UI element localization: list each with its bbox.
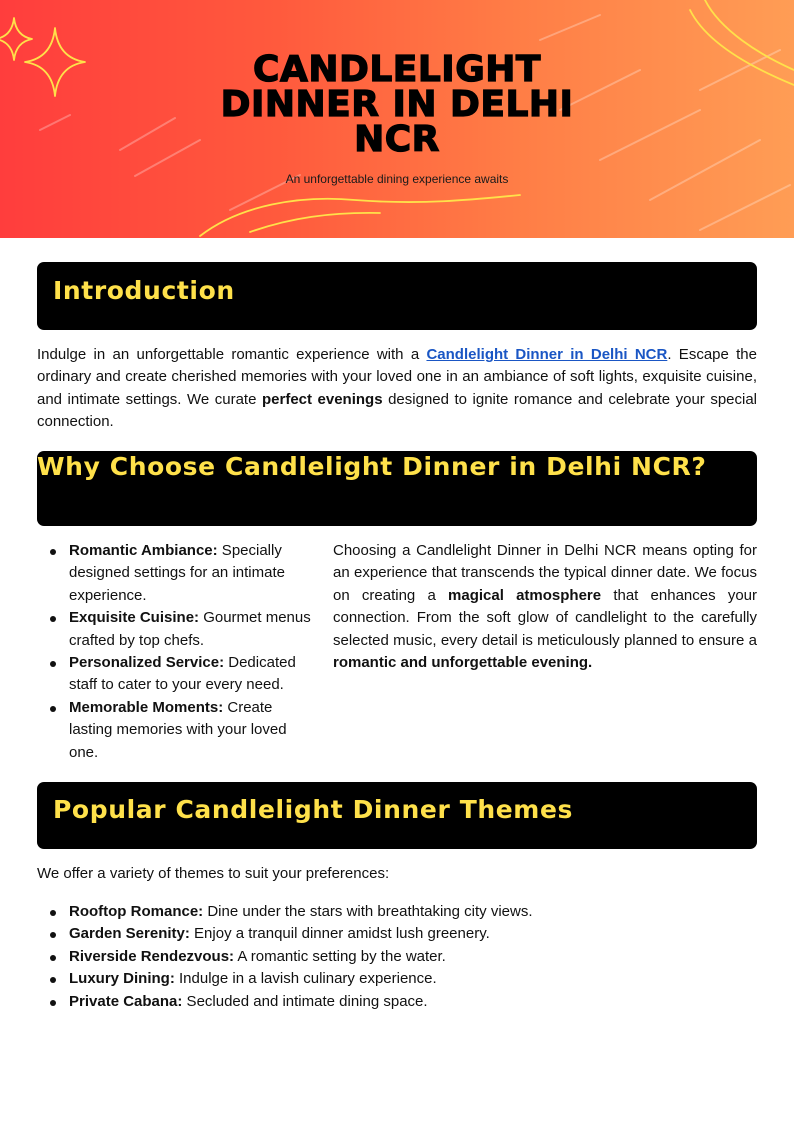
header-banner [0, 0, 794, 238]
page-subtitle: An unforgettable dining experience awaits [285, 172, 509, 186]
list-item-term: Luxury Dining: [69, 970, 175, 988]
list-item [37, 991, 757, 1013]
sparkle-icon [25, 28, 85, 96]
introduction-heading: Introduction [53, 276, 235, 305]
list-item-term: Garden Serenity: [69, 925, 190, 943]
list-item-desc: Secluded and intimate dining space. [182, 992, 428, 1010]
why-text: Choosing a Candlelight Dinner in Delhi NCR means opting for an experience that transcends the typical dinner date. We focus on creating a [333, 542, 757, 604]
list-item [37, 540, 317, 607]
list-item [37, 968, 757, 990]
list-item-desc: Indulge in a lavish culinary experience. [174, 970, 437, 988]
introduction-paragraph [37, 344, 757, 434]
title-line-3: NCR [354, 119, 440, 160]
list-item-desc: Dedicated staff to cater to your every need. [69, 654, 296, 694]
list-item-term: Romantic Ambiance: [69, 542, 218, 559]
title-line-1: CANDLELIGHT [253, 49, 541, 90]
why-text-continued: that enhances your connection. From the soft glow of candlelight to the carefully selected music, every detail is meticulously planned to ensure a [333, 586, 757, 649]
list-item-desc: Gourmet menus crafted by top chefs. [69, 609, 311, 649]
list-item [37, 697, 317, 764]
list-item [37, 946, 757, 968]
list-item-desc: Create lasting memories with your loved one. [69, 698, 287, 761]
page-title [97, 49, 697, 160]
list-item-desc: Dine under the stars with breathtaking city views. [203, 903, 533, 920]
intro-bold-text: perfect evenings [261, 390, 383, 408]
list-item-desc: A romantic setting by the water. [234, 947, 446, 965]
why-choose-heading-banner [37, 451, 757, 526]
themes-heading-banner [37, 782, 757, 849]
list-item-term: Rooftop Romance: [69, 903, 204, 920]
list-item-term: Exquisite Cuisine: [69, 609, 200, 627]
themes-list [37, 901, 757, 1013]
list-item [37, 652, 317, 697]
list-item [37, 607, 317, 652]
list-item [37, 901, 757, 923]
why-choose-list [37, 540, 317, 764]
list-item-term: Riverside Rendezvous: [69, 947, 235, 965]
why-choose-heading: Why Choose Candlelight Dinner in Delhi NCR? [37, 452, 707, 481]
intro-text: Indulge in an unforgettable romantic experience with a [37, 346, 427, 363]
introduction-heading-banner [37, 262, 757, 330]
list-item-term: Memorable Moments: [69, 698, 224, 716]
list-item-desc: Specially designed settings for an intimate experience. [69, 542, 285, 604]
themes-heading: Popular Candlelight Dinner Themes [53, 795, 573, 824]
intro-text-continued: . Escape the ordinary and create cherished memories with your loved one in an ambiance of soft lights, exquisite cuisine, and intimate settings. We curate [37, 346, 757, 408]
why-bold-text-end: romantic and unforgettable evening. [333, 654, 593, 672]
sparkle-icon-small [0, 18, 32, 60]
candlelight-dinner-link[interactable]: Candlelight Dinner in Delhi NCR [426, 346, 668, 363]
list-item-desc: Enjoy a tranquil dinner amidst lush greenery. [189, 925, 490, 943]
why-bold-text: magical atmosphere [448, 586, 602, 604]
swirl-line [705, 0, 794, 70]
list-item [37, 923, 757, 945]
why-choose-paragraph [333, 540, 757, 674]
list-item-term: Personalized Service: [69, 654, 225, 672]
list-item-term: Private Cabana: [69, 992, 183, 1010]
title-line-2: DINNER IN DELHI [220, 84, 574, 125]
intro-text-end: designed to ignite romance and celebrate your special connection. [37, 390, 758, 431]
themes-intro-text: We offer a variety of themes to suit your preferences: [37, 865, 390, 882]
